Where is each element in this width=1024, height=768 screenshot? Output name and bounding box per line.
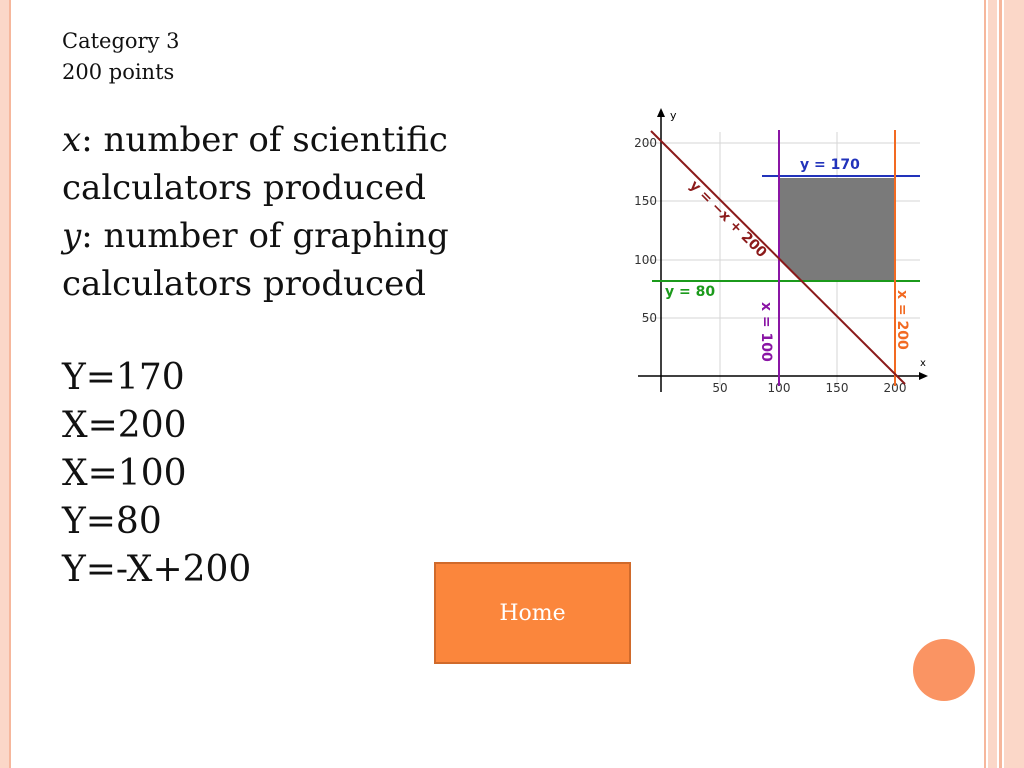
y-variable: y	[62, 216, 82, 256]
x-tick-label: 50	[712, 381, 728, 395]
x-definition: : number of scientific	[81, 120, 448, 160]
y-definition-cont: calculators produced	[62, 264, 426, 304]
x-definition-cont: calculators produced	[62, 168, 426, 208]
answer-item: Y=80	[62, 501, 162, 542]
x-tick-label: 200	[883, 381, 907, 395]
home-button-label: Home	[499, 600, 566, 626]
inequality-graph	[628, 104, 930, 396]
label-y-80: y = 80	[665, 284, 716, 300]
home-button[interactable]	[434, 562, 631, 664]
y-tick-label: 150	[634, 194, 657, 208]
right-border-decoration	[984, 0, 1024, 768]
x-variable: x	[62, 120, 82, 160]
y-axis-arrow	[657, 108, 665, 117]
y-axis-label: y	[670, 109, 677, 122]
x-tick-label: 100	[767, 381, 791, 395]
graph-svg	[628, 104, 930, 396]
answer-item: Y=-X+200	[62, 549, 252, 590]
answer-item: X=200	[62, 405, 187, 446]
y-tick-label: 50	[641, 311, 657, 325]
label-y-170: y = 170	[800, 157, 860, 173]
y-tick-label: 100	[634, 253, 657, 267]
x-axis-label: x	[920, 358, 926, 369]
feasible-region	[779, 178, 895, 281]
label-diagonal: y = −x + 200	[686, 177, 770, 262]
label-x-100: x = 100	[758, 302, 774, 362]
x-tick-label: 150	[825, 381, 849, 395]
y-definition: : number of graphing	[81, 216, 449, 256]
answer-item: X=100	[62, 453, 187, 494]
y-tick-label: 200	[634, 136, 657, 150]
decorative-circle	[913, 639, 975, 701]
answer-item: Y=170	[62, 357, 185, 398]
x-axis-arrow	[919, 372, 928, 380]
category-label: Category 3	[62, 29, 180, 53]
label-x-200: x = 200	[894, 290, 910, 350]
points-label: 200 points	[62, 60, 175, 84]
category-header	[62, 26, 179, 88]
answer-list	[62, 354, 251, 594]
variable-definitions	[62, 116, 449, 308]
left-border-decoration	[0, 0, 14, 768]
